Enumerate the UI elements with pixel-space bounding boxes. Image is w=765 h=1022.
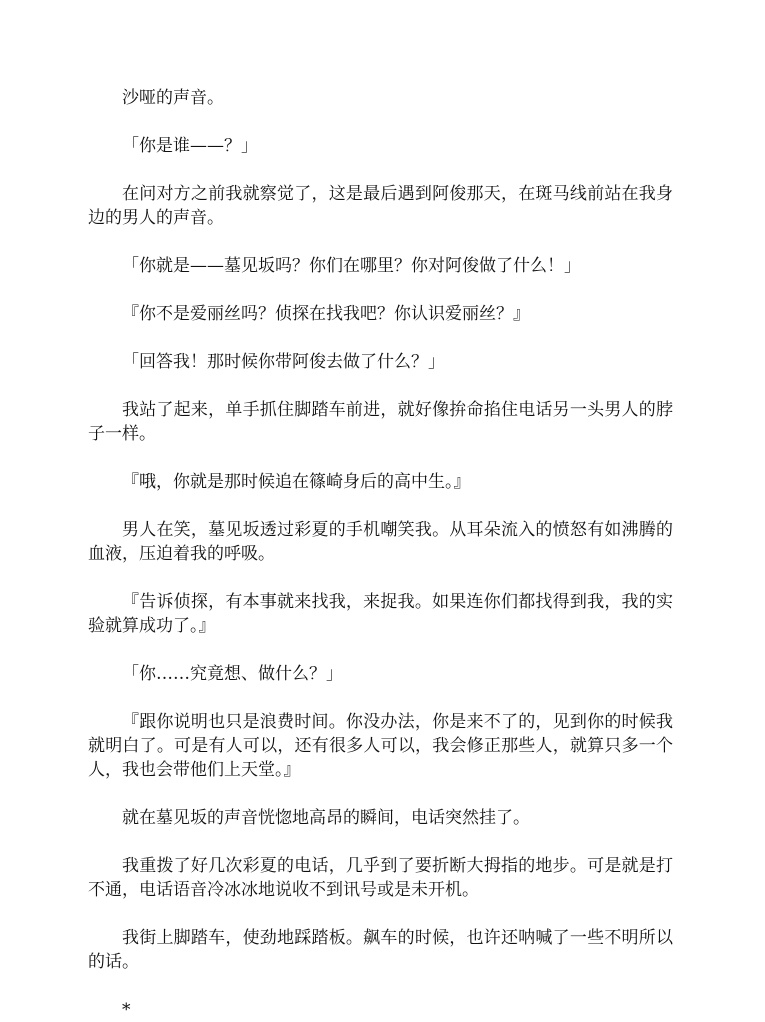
paragraph: 『告诉侦探，有本事就来找我，来捉我。如果连你们都找得到我，我的实验就算成功了。』	[88, 592, 673, 636]
paragraph: 男人在笑，墓见坂透过彩夏的手机嘲笑我。从耳朵流入的愤怒有如沸腾的血液，压迫着我的呼吸。	[88, 520, 673, 564]
paragraph: 我重拨了好几次彩夏的电话，几乎到了要折断大拇指的地步。可是就是打不通，电话语音冷冰冰地说收不到讯号或是未开机。	[88, 856, 673, 900]
paragraph: 「你……究竟想、做什么？」	[122, 664, 343, 684]
paragraph: 就在墓见坂的声音恍惚地高昂的瞬间，电话突然挂了。	[122, 808, 530, 828]
paragraph: 『你不是爱丽丝吗？侦探在找我吧？你认识爱丽丝？』	[122, 304, 530, 324]
paragraph: 『跟你说明也只是浪费时间。你没办法，你是来不了的，见到你的时候我就明白了。可是有人可以，还有很多人可以，我会修正那些人，就算只多一个人，我也会带他们上天堂。』	[88, 712, 673, 780]
paragraph: 我街上脚踏车，使劲地踩踏板。飙车的时候，也许还呐喊了一些不明所以的话。	[88, 928, 673, 972]
section-separator: *	[122, 1000, 131, 1020]
paragraph: 「你是谁——？」	[122, 136, 258, 156]
paragraph: 沙哑的声音。	[122, 88, 224, 108]
paragraph: 「回答我！那时候你带阿俊去做了什么？」	[122, 352, 445, 372]
paragraph: 在问对方之前我就察觉了，这是最后遇到阿俊那天，在斑马线前站在我身边的男人的声音。	[88, 184, 673, 228]
document-page	[88, 86, 673, 1022]
paragraph: 『哦，你就是那时候追在篠崎身后的高中生。』	[122, 472, 471, 492]
paragraph: 我站了起来，单手抓住脚踏车前进，就好像拚命掐住电话另一头男人的脖子一样。	[88, 400, 673, 444]
paragraph: 「你就是——墓见坂吗？你们在哪里？你对阿俊做了什么！」	[122, 256, 581, 276]
